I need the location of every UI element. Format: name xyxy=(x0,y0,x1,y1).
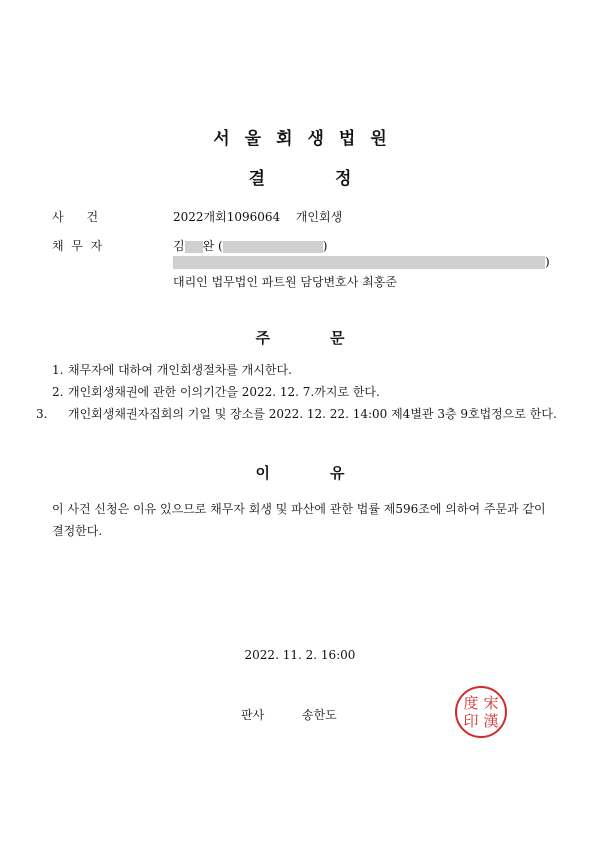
redacted-id-block xyxy=(223,241,323,253)
document-type-title: 결정 xyxy=(248,169,422,189)
order-item-text: 개인회생채권에 관한 이의기간을 2022. 12. 7.까지로 한다. xyxy=(68,385,380,399)
paren-open: ( xyxy=(218,239,223,253)
order-item-number: 2. xyxy=(52,385,64,399)
debtor-name-first: 김 xyxy=(173,239,185,253)
svg-text:度: 度 xyxy=(463,694,479,712)
order-item-1 xyxy=(52,360,557,380)
court-name-title: 서울회생법원 xyxy=(213,129,402,149)
order-item-3 xyxy=(36,404,557,424)
debtor-value xyxy=(173,237,327,254)
case-label: 사 건 xyxy=(52,210,99,224)
order-item-2 xyxy=(52,382,557,402)
order-item-number: 3. xyxy=(36,407,48,421)
judge-seal-icon xyxy=(453,684,509,740)
decision-date: 2022. 11. 2. 16:00 xyxy=(244,648,356,662)
redacted-address-block xyxy=(173,256,545,269)
svg-text:印: 印 xyxy=(463,712,479,730)
reason-heading: 이유 xyxy=(255,464,405,482)
representative-line: 대리인 법무법인 파트원 담당변호사 최홍준 xyxy=(173,275,397,289)
paren-close: ) xyxy=(322,239,328,253)
order-item-text: 개인회생채권자집회의 기일 및 장소를 2022. 12. 22. 14:00 제4별관 3층 9호법정으로 한다. xyxy=(68,407,557,421)
svg-text:漢: 漢 xyxy=(483,712,499,730)
debtor-name-last: 완 xyxy=(202,239,215,253)
address-close-paren: ) xyxy=(545,255,550,269)
order-heading: 주문 xyxy=(255,329,405,347)
reason-text: 이 사건 신청은 이유 있으므로 채무자 회생 및 파산에 관한 법률 제596조에 의하여 주문과 같이 결정한다. xyxy=(52,502,546,538)
order-item-text: 채무자에 대하여 개인회생절차를 개시한다. xyxy=(68,363,292,377)
case-value xyxy=(173,208,342,225)
redacted-name-block xyxy=(185,241,203,253)
case-number: 2022개회1096064 xyxy=(173,210,281,224)
case-type: 개인회생 xyxy=(295,210,343,224)
debtor-label: 채 무 자 xyxy=(52,239,103,253)
judge-title: 판사 xyxy=(241,708,265,722)
judge-name: 송한도 xyxy=(302,708,337,722)
svg-text:宋: 宋 xyxy=(483,694,499,712)
order-item-number: 1. xyxy=(52,363,64,377)
